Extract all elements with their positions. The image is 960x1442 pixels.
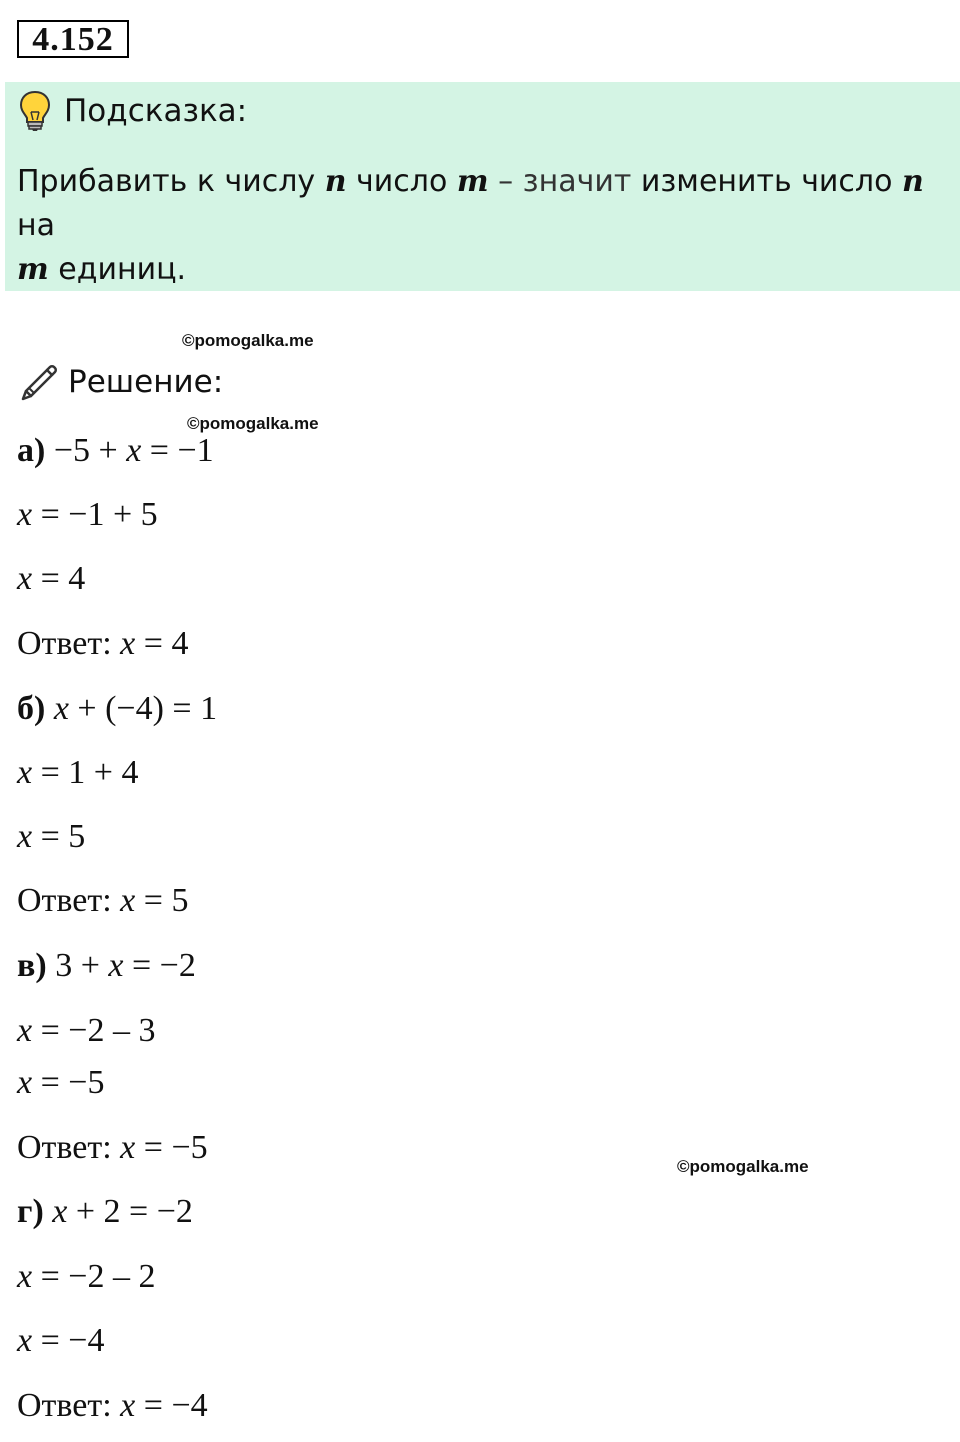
solution-line (17, 1257, 155, 1297)
equation-text: x = 5 (17, 818, 86, 855)
equation-text: x = −4 (17, 1322, 105, 1359)
answer-line (17, 624, 188, 664)
variable-x: x (120, 1387, 136, 1424)
equation-text: x = −2 – 2 (17, 1258, 156, 1295)
hint-title: Подсказка: (64, 93, 248, 129)
hint-text-part: на (17, 208, 55, 243)
variable-x: x (120, 882, 136, 919)
variable-x: x (17, 1012, 33, 1049)
variable-x: x (53, 690, 69, 727)
task-number: 4.152 (17, 20, 129, 58)
equation-text: −5 + x = −1 (45, 432, 214, 469)
item-label: г) (17, 1193, 44, 1230)
hint-text-part: – значит (488, 164, 641, 199)
solution-line (17, 431, 214, 471)
hint-text-part: число (346, 164, 457, 199)
equation-text: 3 + x = −2 (46, 947, 196, 984)
answer-line (17, 1128, 208, 1168)
watermark: ©pomogalka.me (182, 331, 314, 350)
equation-text: x + (−4) = 1 (53, 690, 218, 727)
variable-x: x (17, 754, 33, 791)
variable-x: x (17, 1258, 33, 1295)
watermark: ©pomogalka.me (677, 1157, 809, 1176)
variable-x: x (126, 432, 142, 469)
variable-x: x (52, 1193, 68, 1230)
variable-x: x (108, 947, 124, 984)
solution-line (17, 1321, 104, 1361)
lightbulb-icon (18, 90, 52, 132)
watermark: ©pomogalka.me (187, 414, 319, 433)
hint-var-n: n (901, 164, 924, 199)
hint-var-m: m (17, 252, 49, 287)
hint-text-part: единиц. (48, 252, 187, 287)
solution-line (17, 1063, 104, 1103)
solution-title: Решение: (68, 364, 224, 400)
item-label: б) (17, 690, 46, 727)
answer-text: Ответ: x = −5 (17, 1129, 208, 1166)
equation-text: x = −1 + 5 (17, 496, 158, 533)
equation-text: x + 2 = −2 (52, 1193, 193, 1230)
equation-text: x = −2 – 3 (17, 1012, 156, 1049)
equation-text: x = 1 + 4 (17, 754, 139, 791)
solution-line (17, 559, 85, 599)
hint-var-n: n (324, 164, 347, 199)
hint-text (17, 160, 947, 292)
solution-line (17, 946, 196, 986)
variable-x: x (120, 1129, 136, 1166)
answer-line (17, 1386, 208, 1426)
equation-text: x = 4 (17, 560, 86, 597)
variable-x: x (17, 818, 33, 855)
solution-line (17, 817, 85, 857)
variable-x: x (17, 1322, 33, 1359)
solution-line (17, 689, 217, 729)
item-label: в) (17, 947, 47, 984)
solution-header (18, 360, 223, 404)
hint-text-part: Прибавить к числу (17, 164, 325, 199)
hint-header (18, 88, 247, 134)
variable-x: x (120, 625, 136, 662)
solution-line (17, 495, 158, 535)
variable-x: x (17, 496, 33, 533)
pencil-icon (18, 361, 60, 403)
hint-text-part: изменить число (640, 164, 902, 199)
equation-text: x = −5 (17, 1064, 105, 1101)
answer-text: Ответ: x = −4 (17, 1387, 208, 1424)
solution-line (17, 1011, 155, 1051)
item-label: а) (17, 432, 46, 469)
answer-text: Ответ: x = 4 (17, 625, 189, 662)
variable-x: x (17, 560, 33, 597)
hint-var-m: m (456, 164, 489, 199)
answer-line (17, 881, 188, 921)
answer-text: Ответ: x = 5 (17, 882, 189, 919)
variable-x: x (17, 1064, 33, 1101)
solution-line (17, 753, 138, 793)
solution-line (17, 1192, 193, 1232)
